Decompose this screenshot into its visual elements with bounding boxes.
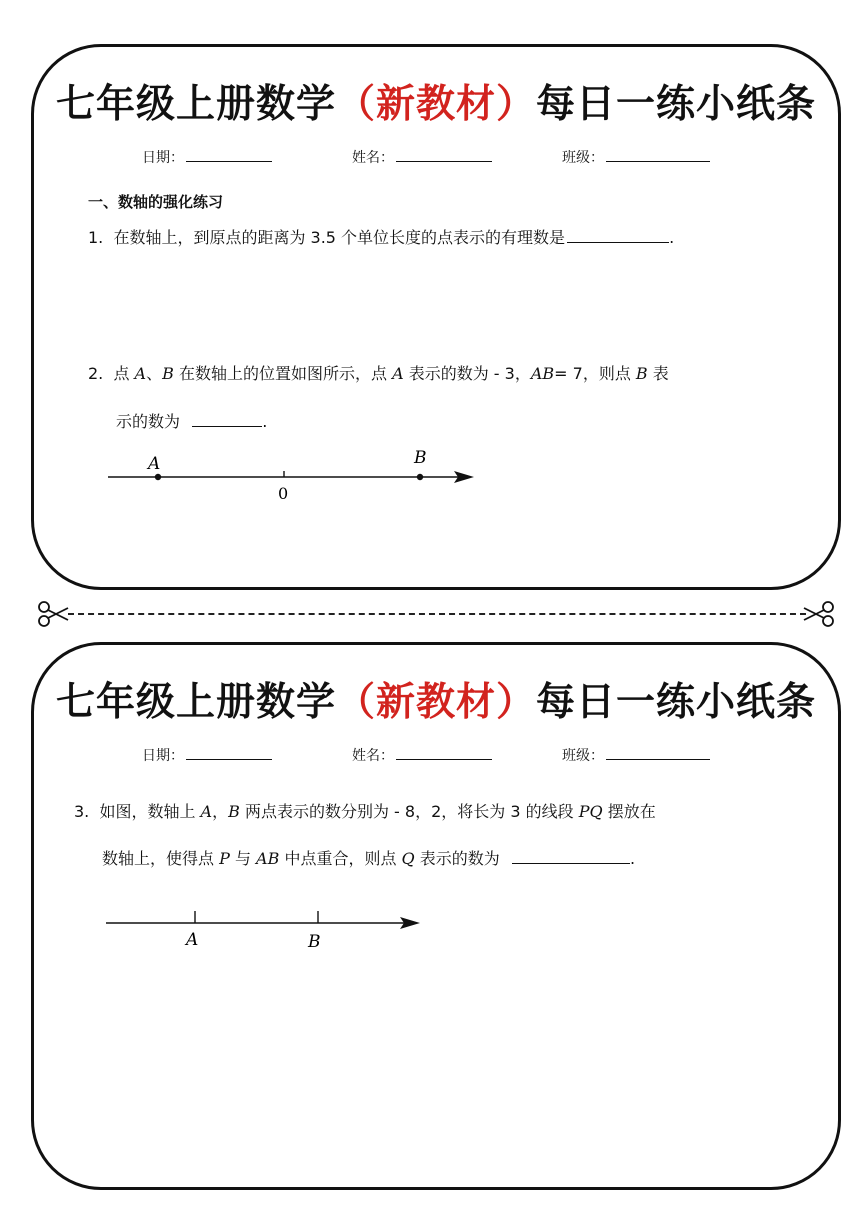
- name-field[interactable]: 姓名：: [352, 745, 492, 765]
- label-a: A: [148, 454, 161, 474]
- question-3-line-2: 数轴上，使得点 P 与 AB 中点重合，则点 Q 表示的数为 .: [102, 849, 636, 868]
- title-highlight: （新教材）: [335, 679, 536, 725]
- cut-line: [68, 613, 806, 615]
- class-blank[interactable]: [606, 160, 710, 162]
- scissors-icon: [802, 598, 836, 630]
- question-2: 2. 点 A、B 在数轴上的位置如图所示，点 A 表示的数为 - 3，AB= 7，则点 B 表: [88, 364, 669, 383]
- answer-blank-2[interactable]: [192, 425, 262, 427]
- answer-blank-3[interactable]: [512, 862, 630, 864]
- label-b: B: [414, 448, 427, 468]
- class-field[interactable]: 班级：: [562, 147, 710, 167]
- number-line-1: [102, 447, 502, 507]
- point-b: [417, 474, 423, 480]
- answer-blank-1[interactable]: [567, 241, 669, 243]
- name-field[interactable]: 姓名：: [352, 147, 492, 167]
- name-blank[interactable]: [396, 160, 492, 162]
- page-title: 七年级上册数学（新教材）每日一练小纸条: [55, 679, 817, 725]
- worksheet-card-bottom: [31, 642, 841, 1190]
- class-field[interactable]: 班级：: [562, 745, 710, 765]
- question-1: 1. 在数轴上，到原点的距离为 3.5 个单位长度的点表示的有理数是 .: [88, 228, 675, 247]
- date-field[interactable]: 日期：: [142, 745, 272, 765]
- question-2-line-2: 示的数为 .: [116, 412, 268, 431]
- number-line-2: [100, 897, 480, 957]
- class-blank[interactable]: [606, 758, 710, 760]
- question-3: 3. 如图，数轴上 A，B 两点表示的数分别为 - 8，2，将长为 3 的线段 PQ 摆放在: [74, 802, 656, 821]
- label-zero: 0: [278, 484, 289, 503]
- date-blank[interactable]: [186, 758, 272, 760]
- worksheet-card-top: [31, 44, 841, 590]
- title-highlight: （新教材）: [335, 81, 536, 127]
- date-field[interactable]: 日期：: [142, 147, 272, 167]
- label-b: B: [308, 932, 321, 952]
- page-title: 七年级上册数学（新教材）每日一练小纸条: [55, 81, 817, 127]
- scissors-icon: [36, 598, 70, 630]
- date-blank[interactable]: [186, 160, 272, 162]
- label-a: A: [186, 930, 199, 950]
- section-title: 一、数轴的强化练习: [88, 193, 224, 211]
- name-blank[interactable]: [396, 758, 492, 760]
- point-a: [155, 474, 161, 480]
